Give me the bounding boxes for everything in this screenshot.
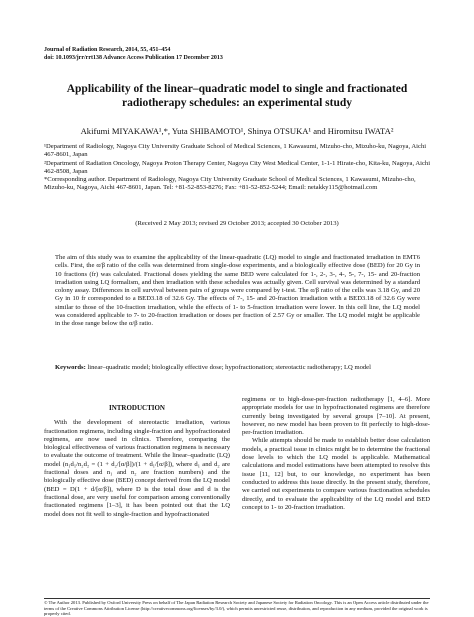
keywords-text: linear–quadratic model; biologically effective dose; hypofractionation; stereotactic radiotherapy; LQ model bbox=[87, 364, 371, 371]
body-column-left bbox=[44, 396, 230, 519]
doi-line: doi: 10.1093/jrr/rrt138 Advance Access Publication 17 December 2013 bbox=[44, 55, 223, 61]
section-heading-introduction: INTRODUCTION bbox=[108, 404, 165, 412]
affiliation-1: ¹Department of Radiology, Nagoya City University Graduate School of Medical Sciences, 1 Kawasumi, Mizuho-cho, Mizuho-ku, Nagoya, Aichi 467-8601, Japan bbox=[44, 143, 427, 159]
intro-paragraph-1: With the development of stereotactic irradiation, various fractionation regimens, including single-fraction and hypofractionated regimens, are now used in clinics. Therefore, comparing the biological effectiveness of various fractionation regimens is necessary to evaluate the outcome of treatment. While the linear–quadratic (LQ) model (n₁d₁/n₂d₂ = (1 + d₂/[α/β])/(1 + d₁/[α/β]), where d₁ and d₂ are fractional doses and n₁ and n₂ are fraction numbers) and the biologically effective dose (BED) concept derived from the LQ model (BED = D(1 + d/[α/β]), where D is the total dose and d is the fractional dose, are very useful for comparison among conventionally fractionated regimens [1–3], it has been pointed out that the LQ model does not fit well to single-fraction and hypofractionated bbox=[44, 419, 230, 518]
body-column-right bbox=[242, 396, 430, 512]
affiliations bbox=[44, 143, 434, 193]
keywords-label: Keywords: bbox=[55, 364, 86, 371]
intro-paragraph-1-continued: regimens or to high-dose-per-fraction radiotherapy [1, 4–6]. More appropriate models for use in hypofractionated regimens are therefore currently being investigated by several groups [7–10]. At present, however, no new model has been proven to fit perfectly to high-dose-per-fraction irradiation. bbox=[242, 396, 430, 437]
keywords bbox=[55, 364, 420, 372]
paper-title: Applicability of the linear–quadratic model to single and fractionated radiotherapy schedules: an experimental study bbox=[66, 83, 408, 109]
intro-paragraph-2: While attempts should be made to establish better dose calculation models, a practical issue in clinics might be to determine the fractional dose levels to which the LQ model is applicable. Mathematical calculations and model estimations have been attempted to resolve this issue [11, 12] but, to our knowledge, no experiment has been conducted to address this issue directly. In the present study, therefore, we carried out experiments to compare various fractionation schedules directly, and to evaluate the applicability of the LQ model and BED concept to 1- to 20-fraction irradiation. bbox=[242, 437, 430, 511]
journal-header bbox=[44, 46, 223, 62]
affiliation-2: ²Department of Radiation Oncology, Nagoya Proton Therapy Center, Nagoya City West Medical Center, 1-1-1 Hirate-cho, Kita-ku, Nagoya, Aichi 462-8508, Japan bbox=[44, 159, 431, 175]
footer-divider bbox=[44, 598, 430, 599]
copyright-footer: © The Author 2013. Published by Oxford University Press on behalf of The Japan Radiation Research Society and Japanese Society for Radiation Oncology. This is an Open Access article distributed under the terms of the Creative Commons Attribution License (http://creativecommons.org/licenses/by/3.0/), which permits unrestricted reuse, distribution, and reproduction in any medium, provided the original work is properly cited. bbox=[44, 600, 429, 617]
abstract: The aim of this study was to examine the applicability of the linear-quadratic (LQ) model to single and fractionated irradiation in EMT6 cells. First, the α/β ratio of the cells was determined from single-dose experiments, and a biologically effective dose (BED) for 20 Gy in 10 fractions (fr) was calculated. Fractional doses yielding the same BED were calculated for 1-, 2-, 3-, 4-, 5-, 7-, 15- and 20-fraction irradiation using LQ formalism, and then irradiation with these schedules was actually given. Cell survival was determined by a standard colony assay. Differences in cell survival between pairs of groups were compared by t-test. The α/β ratio of the cells was 3.18 Gy, and 20 Gy in 10 fr corresponded to a BED3.18 of 32.6 Gy. The effects of 7-, 15- and 20-fraction irradiation with a BED3.18 of 32.6 Gy were similar to those of the 10-fraction irradiation, while the effects of 1- to 5-fraction irradiation were lower. In this cell line, the LQ model was considered applicable to 7- to 20-fraction irradiation or doses per fraction of 2.57 Gy or smaller. The LQ model might be applicable in the dose range below the α/β ratio. bbox=[55, 254, 420, 328]
corresponding-author: *Corresponding author. Department of Radiology, Nagoya City University Graduate School of Medical Sciences, 1 Kawasumi, Mizuho-cho, Mizuho-ku, Nagoya, Aichi 467-8601, Japan. Tel: +81-52-853-8276; Fax: +81-52-852-5244; Email: netakky115@hotmail.com bbox=[44, 176, 416, 192]
received-dates: (Received 2 May 2013; revised 29 October 2013; accepted 30 October 2013) bbox=[135, 220, 339, 227]
author-list: Akifumi MIYAKAWA¹,*, Yuta SHIBAMOTO¹, Shinya OTSUKA¹ and Hiromitsu IWATA² bbox=[80, 126, 394, 136]
journal-citation: Journal of Radiation Research, 2014, 55, 451–454 bbox=[44, 47, 171, 53]
